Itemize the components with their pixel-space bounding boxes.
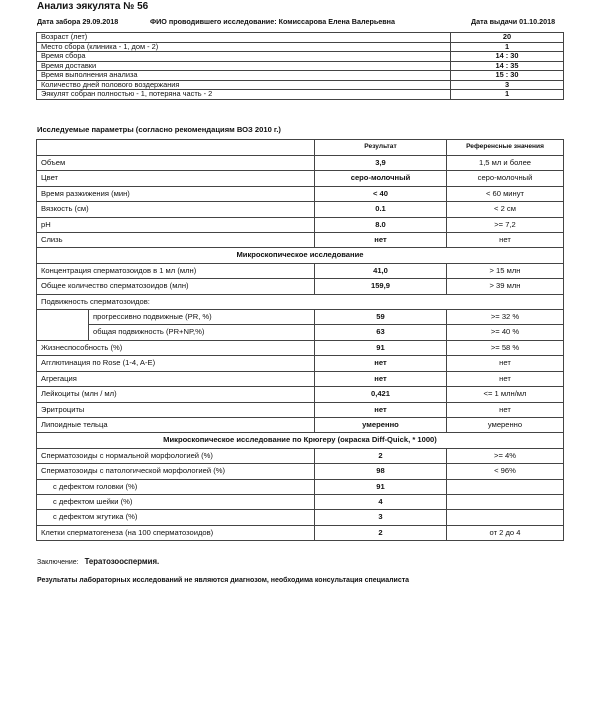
table-row	[37, 325, 564, 340]
row-result: 0.1	[315, 202, 447, 217]
table-row	[37, 525, 564, 540]
disclaimer: Результаты лабораторных исследований не являются диагнозом, необходима консультация специалиста	[37, 577, 410, 584]
table-row	[37, 310, 564, 325]
table-row	[37, 156, 564, 171]
row-label: Сперматозоиды с нормальной морфологией (%)	[37, 448, 315, 463]
row-reference: < 2 см	[447, 202, 564, 217]
table-row	[37, 233, 564, 248]
row-label: pH	[37, 217, 315, 232]
row-reference	[447, 479, 564, 494]
table-row	[37, 33, 564, 43]
row-reference: < 60 минут	[447, 186, 564, 201]
row-reference: нет	[447, 233, 564, 248]
section-heading-row	[37, 248, 564, 263]
table-row	[37, 479, 564, 494]
row-result: 2	[315, 525, 447, 540]
row-result: 3	[315, 510, 447, 525]
row-reference: >= 7,2	[447, 217, 564, 232]
row-reference: умеренно	[447, 417, 564, 432]
row-reference: нет	[447, 402, 564, 417]
row-result: 0,421	[315, 387, 447, 402]
table-row	[37, 171, 564, 186]
row-label: Общее количество сперматозоидов (млн)	[37, 279, 315, 294]
row-reference: 1,5 мл и более	[447, 156, 564, 171]
row-reference	[447, 494, 564, 509]
row-label: прогрессивно подвижные (PR, %)	[89, 310, 315, 325]
row-label: Количество дней полового воздержания	[37, 80, 451, 90]
row-value: 3	[451, 80, 564, 90]
row-result: 8.0	[315, 217, 447, 232]
row-reference: >= 4%	[447, 448, 564, 463]
row-label: Эякулят собран полностью - 1, потеряна часть - 2	[37, 90, 451, 100]
row-result: 159,9	[315, 279, 447, 294]
table-row	[37, 494, 564, 509]
row-label: общая подвижность (PR+NP,%)	[89, 325, 315, 340]
reference-column-header: Референсные значения	[447, 140, 564, 156]
row-value: 15 : 30	[451, 71, 564, 81]
row-label: Лейкоциты (млн / мл)	[37, 387, 315, 402]
row-label: Жизнеспособность (%)	[37, 340, 315, 355]
indent-cell	[37, 310, 89, 325]
params-title: Исследуемые параметры (согласно рекомендациям ВОЗ 2010 г.)	[37, 125, 281, 134]
row-reference: > 39 млн	[447, 279, 564, 294]
row-label: Эритроциты	[37, 402, 315, 417]
row-label: Липоидные тельца	[37, 417, 315, 432]
collection-table	[36, 32, 564, 100]
row-label: Вязкость (см)	[37, 202, 315, 217]
result-column-header: Результат	[315, 140, 447, 156]
row-reference: серо-молочный	[447, 171, 564, 186]
row-reference: нет	[447, 371, 564, 386]
table-row	[37, 402, 564, 417]
row-result: 91	[315, 479, 447, 494]
table-row	[37, 340, 564, 355]
row-result: нет	[315, 233, 447, 248]
row-label: Слизь	[37, 233, 315, 248]
micro-section-title: Микроскопическое исследование	[37, 248, 564, 263]
collect-date: Дата забора 29.09.2018	[37, 17, 119, 26]
table-row	[37, 42, 564, 52]
table-row	[37, 371, 564, 386]
row-value: 14 : 30	[451, 52, 564, 62]
row-label: Время выполнения анализа	[37, 71, 451, 81]
row-reference	[447, 510, 564, 525]
table-row	[37, 202, 564, 217]
row-result: умеренно	[315, 417, 447, 432]
row-label: Место сбора (клиника - 1, дом - 2)	[37, 42, 451, 52]
table-row	[37, 217, 564, 232]
row-result: нет	[315, 371, 447, 386]
row-result: нет	[315, 356, 447, 371]
table-row	[37, 510, 564, 525]
row-value: 1	[451, 42, 564, 52]
row-reference: <= 1 млн/мл	[447, 387, 564, 402]
row-label: с дефектом жгутика (%)	[37, 510, 315, 525]
table-row	[37, 356, 564, 371]
row-result: 59	[315, 310, 447, 325]
row-result: 3,9	[315, 156, 447, 171]
row-reference: от 2 до 4	[447, 525, 564, 540]
row-reference: нет	[447, 356, 564, 371]
row-label: Сперматозоиды с патологической морфологией (%)	[37, 464, 315, 479]
table-row	[37, 279, 564, 294]
section-heading-row	[37, 433, 564, 448]
table-row	[37, 52, 564, 62]
motility-title: Подвижность сперматозоидов:	[37, 294, 564, 309]
issue-date: Дата выдачи 01.10.2018	[471, 17, 556, 26]
row-result: нет	[315, 402, 447, 417]
row-result: < 40	[315, 186, 447, 201]
table-header	[37, 140, 564, 156]
table-row	[37, 71, 564, 81]
row-label: Время сбора	[37, 52, 451, 62]
row-label: Агглютинация по Rose (1-4, A-E)	[37, 356, 315, 371]
table-row	[37, 294, 564, 309]
table-row	[37, 80, 564, 90]
table-row	[37, 263, 564, 278]
indent-cell	[37, 325, 89, 340]
row-label: Возраст (лет)	[37, 33, 451, 43]
table-row	[37, 448, 564, 463]
row-label: Объем	[37, 156, 315, 171]
researcher-name: ФИО проводившего исследование: Комиссарова Елена Валерьевна	[150, 17, 396, 26]
row-result: 41,0	[315, 263, 447, 278]
row-label: Время доставки	[37, 61, 451, 71]
conclusion	[37, 557, 159, 566]
row-label: с дефектом головки (%)	[37, 479, 315, 494]
conclusion-value: Тератозооспермия.	[84, 557, 160, 566]
row-result: 2	[315, 448, 447, 463]
table-row	[37, 90, 564, 100]
row-result: 98	[315, 464, 447, 479]
table-row	[37, 61, 564, 71]
row-label: Агрегация	[37, 371, 315, 386]
row-label: Клетки сперматогенеза (на 100 сперматозоидов)	[37, 525, 315, 540]
row-value: 20	[451, 33, 564, 43]
row-reference: >= 32 %	[447, 310, 564, 325]
table-row	[37, 464, 564, 479]
table-row	[37, 186, 564, 201]
row-label: Время разжижения (мин)	[37, 186, 315, 201]
row-result: 91	[315, 340, 447, 355]
params-table	[36, 139, 564, 541]
row-reference: < 96%	[447, 464, 564, 479]
row-label: Цвет	[37, 171, 315, 186]
row-result: 4	[315, 494, 447, 509]
header-blank	[37, 140, 315, 156]
row-result: 63	[315, 325, 447, 340]
row-value: 1	[451, 90, 564, 100]
kruger-section-title: Микроскопическое исследование по Крюгеру (окраска Diff-Quick, * 1000)	[37, 433, 564, 448]
row-reference: >= 58 %	[447, 340, 564, 355]
conclusion-label: Заключение:	[37, 559, 79, 566]
row-result: серо-молочный	[315, 171, 447, 186]
table-row	[37, 387, 564, 402]
row-reference: > 15 млн	[447, 263, 564, 278]
row-label: Концентрация сперматозоидов в 1 мл (млн)	[37, 263, 315, 278]
table-row	[37, 417, 564, 432]
row-value: 14 : 35	[451, 61, 564, 71]
row-reference: >= 40 %	[447, 325, 564, 340]
report-title: Анализ эякулята № 56	[37, 1, 149, 12]
row-label: с дефектом шейки (%)	[37, 494, 315, 509]
